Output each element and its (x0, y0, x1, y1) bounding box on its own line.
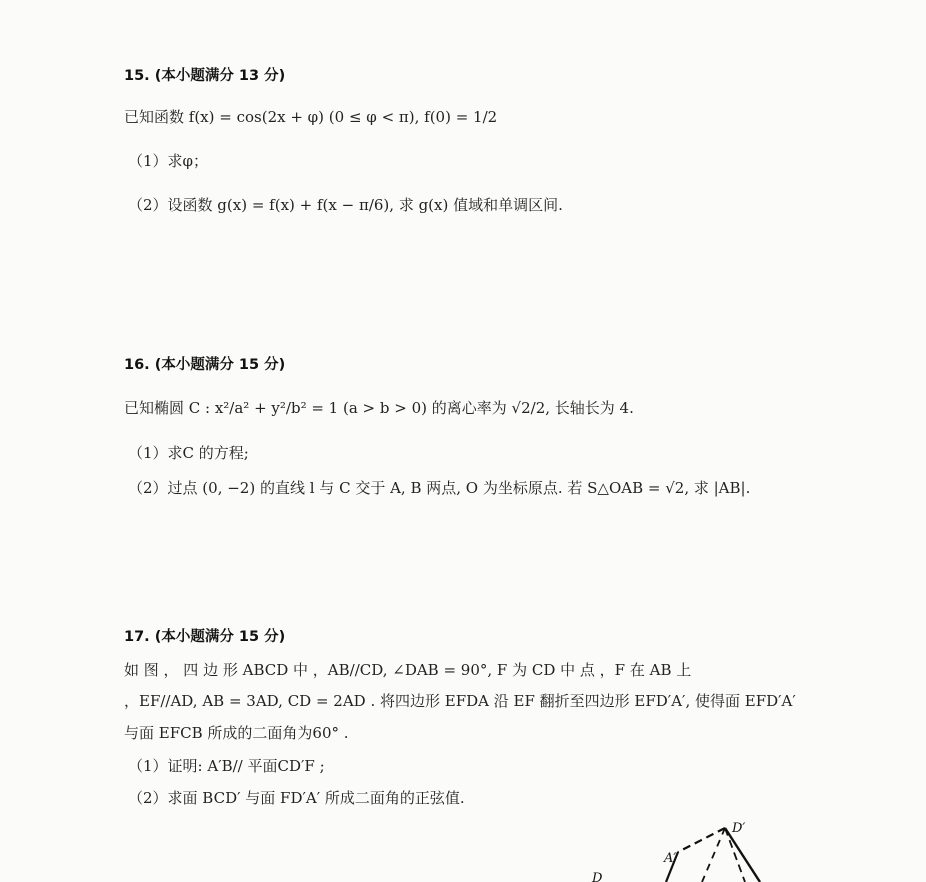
q17-stem-line3: 与面 EFCB 所成的二面角为60° . (124, 724, 349, 742)
figure-label-a-prime: A′ (664, 851, 677, 866)
q15-part1: （1）求φ； (128, 152, 209, 170)
q17-part2: （2）求面 BCD′ 与面 FD′A′ 所成二面角的正弦值. (128, 789, 465, 807)
q16-part1: （1）求C 的方程; (128, 444, 249, 462)
q16-heading: 16. (本小题满分 15 分) (124, 357, 286, 373)
figure-edge-d-prime-right (725, 828, 760, 882)
q15-heading: 15. (本小题满分 13 分) (124, 68, 286, 84)
figure-edge-a-d-prime (678, 828, 725, 852)
q16-part2: （2）过点 (0, −2) 的直线 l 与 C 交于 A, B 两点, O 为坐标原点. 若 S△OAB = √2, 求 |AB|. (128, 479, 751, 497)
q17-heading: 17. (本小题满分 15 分) (124, 629, 286, 645)
figure-label-d-prime: D′ (732, 821, 746, 836)
figure-edge-d-prime-left (702, 828, 725, 882)
figure-label-d: D (592, 871, 603, 882)
q17-stem-line1: 如 图 ， 四 边 形 ABCD 中 ，AB//CD, ∠DAB = 90°, F 为 CD 中 点 ，F 在 AB 上 (124, 661, 692, 679)
geometry-figure (570, 812, 810, 882)
q15-part2: （2）设函数 g(x) = f(x) + f(x − π/6), 求 g(x) 值域和单调区间. (128, 196, 563, 214)
q15-stem: 已知函数 f(x) = cos(2x + φ) (0 ≤ φ < π), f(0) = 1/2 (124, 108, 498, 126)
q17-stem-line2: ，EF//AD, AB = 3AD, CD = 2AD . 将四边形 EFDA 沿 EF 翻折至四边形 EFD′A′, 使得面 EFD′A′ (124, 692, 796, 710)
q17-part1: （1）证明: A′B// 平面CD′F ; (128, 757, 325, 775)
q16-stem: 已知椭圆 C : x²/a² + y²/b² = 1 (a > b > 0) 的离心率为 √2/2, 长轴长为 4. (124, 399, 634, 417)
